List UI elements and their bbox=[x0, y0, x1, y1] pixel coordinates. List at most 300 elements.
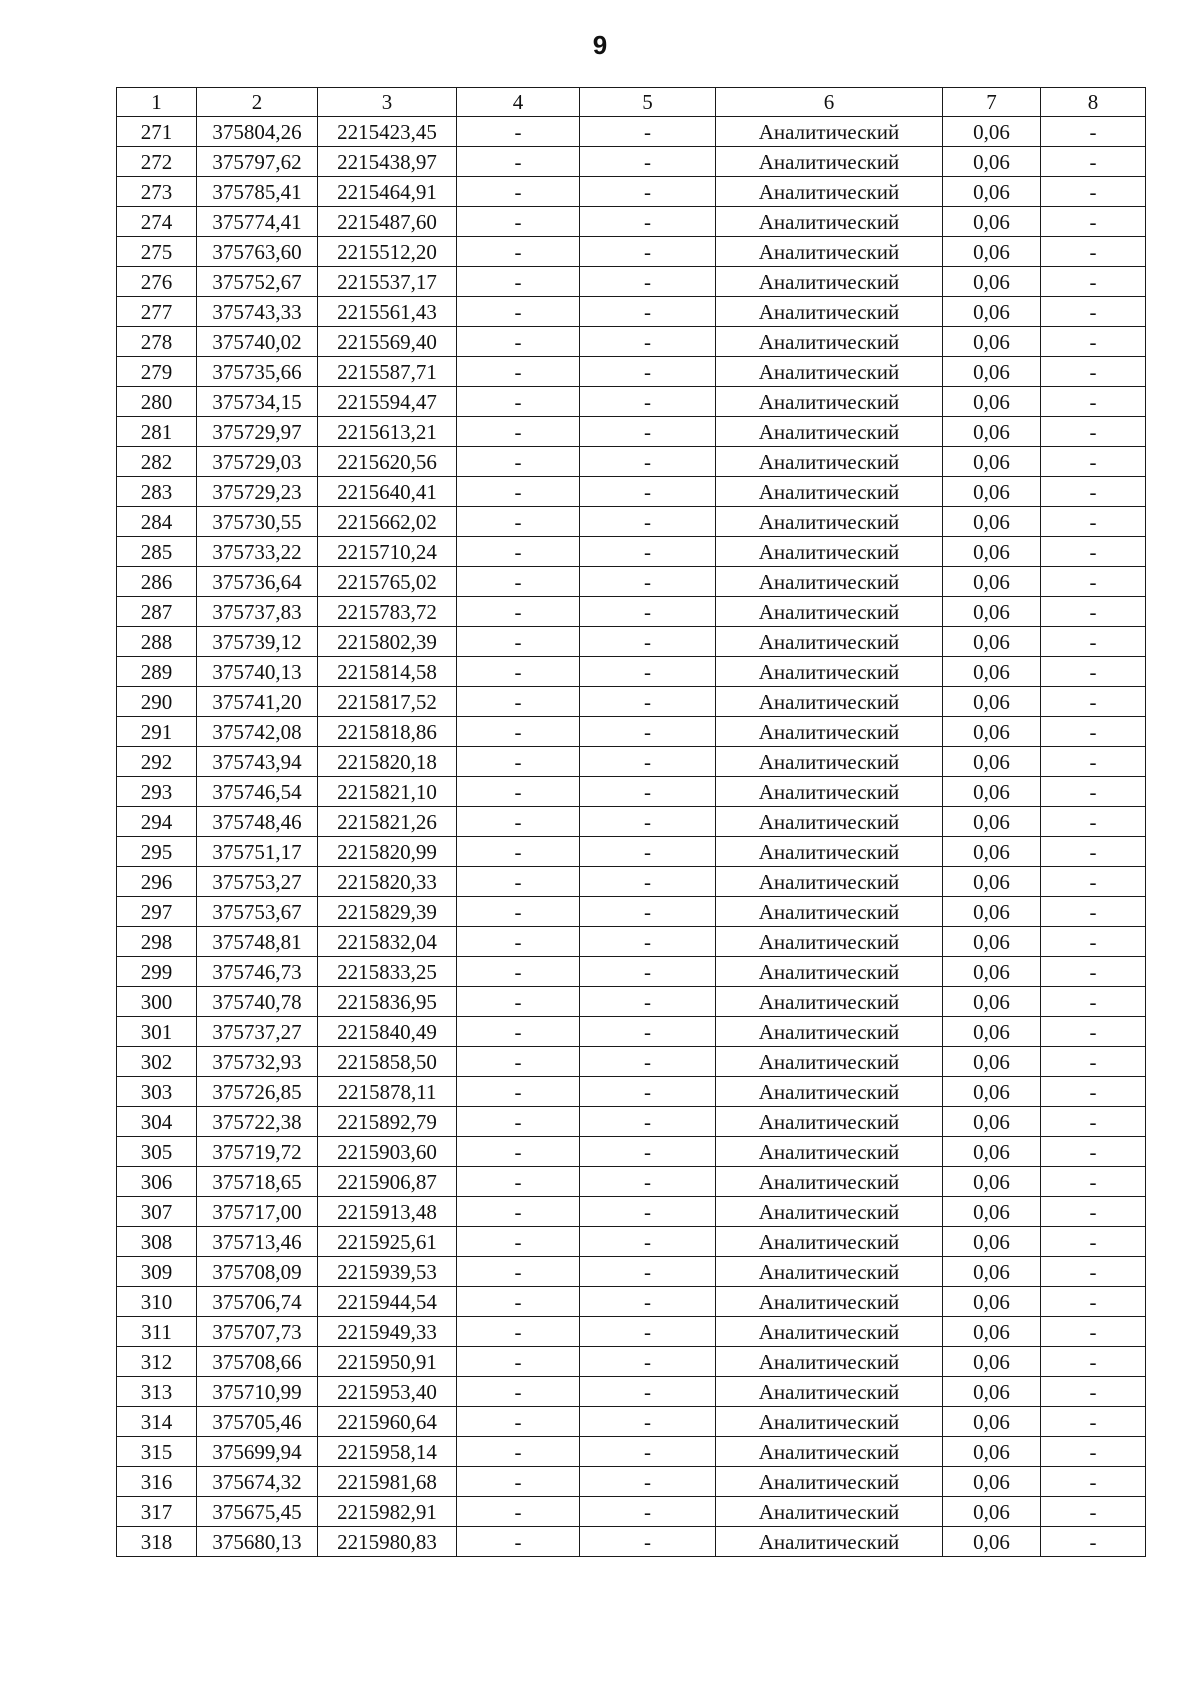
cell-coord-y: 2215620,56 bbox=[318, 447, 457, 477]
cell-method: Аналитический bbox=[716, 447, 943, 477]
cell-coord-y: 2215953,40 bbox=[318, 1377, 457, 1407]
table-row bbox=[117, 1137, 1146, 1167]
cell-col-5: - bbox=[580, 1497, 716, 1527]
cell-accuracy: 0,06 bbox=[943, 1527, 1041, 1557]
cell-point-number: 298 bbox=[117, 927, 197, 957]
cell-coord-y: 2215640,41 bbox=[318, 477, 457, 507]
cell-coord-x: 375705,46 bbox=[197, 1407, 318, 1437]
cell-col-8: - bbox=[1041, 1407, 1146, 1437]
cell-point-number: 275 bbox=[117, 237, 197, 267]
cell-coord-x: 375804,26 bbox=[197, 117, 318, 147]
cell-coord-x: 375763,60 bbox=[197, 237, 318, 267]
cell-col-8: - bbox=[1041, 387, 1146, 417]
cell-method: Аналитический bbox=[716, 987, 943, 1017]
cell-col-4: - bbox=[457, 867, 580, 897]
table-row bbox=[117, 477, 1146, 507]
cell-col-4: - bbox=[457, 597, 580, 627]
cell-point-number: 278 bbox=[117, 327, 197, 357]
cell-coord-x: 375674,32 bbox=[197, 1467, 318, 1497]
cell-point-number: 314 bbox=[117, 1407, 197, 1437]
cell-point-number: 293 bbox=[117, 777, 197, 807]
cell-coord-x: 375717,00 bbox=[197, 1197, 318, 1227]
cell-col-5: - bbox=[580, 387, 716, 417]
cell-coord-y: 2215820,33 bbox=[318, 867, 457, 897]
cell-coord-y: 2215662,02 bbox=[318, 507, 457, 537]
cell-accuracy: 0,06 bbox=[943, 1227, 1041, 1257]
cell-col-4: - bbox=[457, 327, 580, 357]
cell-method: Аналитический bbox=[716, 1047, 943, 1077]
cell-coord-y: 2215981,68 bbox=[318, 1467, 457, 1497]
cell-coord-x: 375730,55 bbox=[197, 507, 318, 537]
cell-method: Аналитический bbox=[716, 1167, 943, 1197]
cell-col-8: - bbox=[1041, 1317, 1146, 1347]
cell-method: Аналитический bbox=[716, 717, 943, 747]
cell-method: Аналитический bbox=[716, 687, 943, 717]
table-row bbox=[117, 687, 1146, 717]
cell-col-8: - bbox=[1041, 237, 1146, 267]
cell-col-5: - bbox=[580, 417, 716, 447]
cell-col-4: - bbox=[457, 987, 580, 1017]
cell-col-8: - bbox=[1041, 1077, 1146, 1107]
cell-method: Аналитический bbox=[716, 417, 943, 447]
cell-coord-y: 2215802,39 bbox=[318, 627, 457, 657]
cell-col-4: - bbox=[457, 1077, 580, 1107]
cell-col-8: - bbox=[1041, 1347, 1146, 1377]
cell-col-5: - bbox=[580, 267, 716, 297]
cell-accuracy: 0,06 bbox=[943, 1257, 1041, 1287]
table-row bbox=[117, 1287, 1146, 1317]
cell-col-4: - bbox=[457, 1137, 580, 1167]
cell-accuracy: 0,06 bbox=[943, 837, 1041, 867]
cell-coord-y: 2215710,24 bbox=[318, 537, 457, 567]
cell-coord-y: 2215821,10 bbox=[318, 777, 457, 807]
coordinates-table bbox=[116, 87, 1146, 1557]
cell-col-8: - bbox=[1041, 927, 1146, 957]
cell-coord-y: 2215949,33 bbox=[318, 1317, 457, 1347]
cell-col-8: - bbox=[1041, 447, 1146, 477]
cell-col-8: - bbox=[1041, 417, 1146, 447]
cell-point-number: 294 bbox=[117, 807, 197, 837]
cell-method: Аналитический bbox=[716, 957, 943, 987]
cell-col-4: - bbox=[457, 897, 580, 927]
cell-point-number: 304 bbox=[117, 1107, 197, 1137]
cell-coord-x: 375732,93 bbox=[197, 1047, 318, 1077]
cell-point-number: 288 bbox=[117, 627, 197, 657]
table-row bbox=[117, 867, 1146, 897]
cell-method: Аналитический bbox=[716, 837, 943, 867]
cell-col-4: - bbox=[457, 957, 580, 987]
table-row bbox=[117, 297, 1146, 327]
table-row bbox=[117, 807, 1146, 837]
cell-col-8: - bbox=[1041, 777, 1146, 807]
table-row bbox=[117, 837, 1146, 867]
table-row bbox=[117, 1467, 1146, 1497]
cell-method: Аналитический bbox=[716, 1257, 943, 1287]
cell-method: Аналитический bbox=[716, 117, 943, 147]
cell-coord-x: 375675,45 bbox=[197, 1497, 318, 1527]
cell-point-number: 289 bbox=[117, 657, 197, 687]
cell-coord-x: 375735,66 bbox=[197, 357, 318, 387]
cell-accuracy: 0,06 bbox=[943, 1497, 1041, 1527]
table-row bbox=[117, 777, 1146, 807]
table-row bbox=[117, 267, 1146, 297]
cell-coord-y: 2215944,54 bbox=[318, 1287, 457, 1317]
cell-col-8: - bbox=[1041, 327, 1146, 357]
table-row bbox=[117, 1227, 1146, 1257]
cell-coord-x: 375722,38 bbox=[197, 1107, 318, 1137]
cell-col-5: - bbox=[580, 1077, 716, 1107]
cell-point-number: 317 bbox=[117, 1497, 197, 1527]
cell-col-8: - bbox=[1041, 1047, 1146, 1077]
cell-point-number: 311 bbox=[117, 1317, 197, 1347]
cell-accuracy: 0,06 bbox=[943, 117, 1041, 147]
cell-col-5: - bbox=[580, 1437, 716, 1467]
cell-method: Аналитический bbox=[716, 297, 943, 327]
column-header-3: 3 bbox=[318, 88, 457, 117]
cell-coord-x: 375743,33 bbox=[197, 297, 318, 327]
cell-col-5: - bbox=[580, 447, 716, 477]
cell-coord-y: 2215817,52 bbox=[318, 687, 457, 717]
cell-coord-y: 2215818,86 bbox=[318, 717, 457, 747]
cell-col-8: - bbox=[1041, 207, 1146, 237]
cell-col-8: - bbox=[1041, 1467, 1146, 1497]
cell-col-8: - bbox=[1041, 357, 1146, 387]
cell-accuracy: 0,06 bbox=[943, 387, 1041, 417]
cell-method: Аналитический bbox=[716, 1497, 943, 1527]
cell-coord-x: 375680,13 bbox=[197, 1527, 318, 1557]
cell-col-8: - bbox=[1041, 1137, 1146, 1167]
cell-col-5: - bbox=[580, 1017, 716, 1047]
cell-point-number: 292 bbox=[117, 747, 197, 777]
cell-point-number: 309 bbox=[117, 1257, 197, 1287]
cell-point-number: 277 bbox=[117, 297, 197, 327]
cell-method: Аналитический bbox=[716, 507, 943, 537]
cell-col-5: - bbox=[580, 1137, 716, 1167]
table-row bbox=[117, 897, 1146, 927]
cell-col-4: - bbox=[457, 1197, 580, 1227]
cell-coord-x: 375785,41 bbox=[197, 177, 318, 207]
cell-method: Аналитический bbox=[716, 177, 943, 207]
cell-point-number: 301 bbox=[117, 1017, 197, 1047]
cell-col-5: - bbox=[580, 117, 716, 147]
cell-col-4: - bbox=[457, 357, 580, 387]
cell-method: Аналитический bbox=[716, 1527, 943, 1557]
table-row bbox=[117, 1107, 1146, 1137]
table-row bbox=[117, 1437, 1146, 1467]
cell-coord-x: 375748,46 bbox=[197, 807, 318, 837]
cell-point-number: 305 bbox=[117, 1137, 197, 1167]
cell-col-4: - bbox=[457, 267, 580, 297]
cell-accuracy: 0,06 bbox=[943, 327, 1041, 357]
cell-accuracy: 0,06 bbox=[943, 747, 1041, 777]
cell-col-5: - bbox=[580, 1527, 716, 1557]
cell-col-4: - bbox=[457, 717, 580, 747]
cell-coord-y: 2215906,87 bbox=[318, 1167, 457, 1197]
cell-col-5: - bbox=[580, 177, 716, 207]
cell-col-5: - bbox=[580, 1197, 716, 1227]
cell-col-4: - bbox=[457, 147, 580, 177]
cell-coord-x: 375710,99 bbox=[197, 1377, 318, 1407]
cell-coord-y: 2215950,91 bbox=[318, 1347, 457, 1377]
cell-col-8: - bbox=[1041, 117, 1146, 147]
cell-col-5: - bbox=[580, 207, 716, 237]
cell-accuracy: 0,06 bbox=[943, 687, 1041, 717]
cell-coord-y: 2215832,04 bbox=[318, 927, 457, 957]
cell-col-5: - bbox=[580, 237, 716, 267]
cell-coord-x: 375706,74 bbox=[197, 1287, 318, 1317]
cell-coord-x: 375740,02 bbox=[197, 327, 318, 357]
cell-col-4: - bbox=[457, 387, 580, 417]
table-header bbox=[117, 88, 1146, 117]
cell-accuracy: 0,06 bbox=[943, 477, 1041, 507]
table-row bbox=[117, 117, 1146, 147]
cell-col-4: - bbox=[457, 1287, 580, 1317]
cell-col-4: - bbox=[457, 1497, 580, 1527]
cell-coord-y: 2215765,02 bbox=[318, 567, 457, 597]
cell-col-8: - bbox=[1041, 657, 1146, 687]
cell-col-8: - bbox=[1041, 597, 1146, 627]
cell-coord-x: 375740,78 bbox=[197, 987, 318, 1017]
cell-coord-y: 2215958,14 bbox=[318, 1437, 457, 1467]
cell-col-5: - bbox=[580, 1377, 716, 1407]
cell-coord-y: 2215821,26 bbox=[318, 807, 457, 837]
cell-col-8: - bbox=[1041, 897, 1146, 927]
cell-point-number: 273 bbox=[117, 177, 197, 207]
cell-col-5: - bbox=[580, 927, 716, 957]
cell-col-8: - bbox=[1041, 837, 1146, 867]
cell-point-number: 310 bbox=[117, 1287, 197, 1317]
cell-point-number: 284 bbox=[117, 507, 197, 537]
cell-col-5: - bbox=[580, 717, 716, 747]
table-row bbox=[117, 1527, 1146, 1557]
cell-accuracy: 0,06 bbox=[943, 357, 1041, 387]
cell-coord-x: 375737,27 bbox=[197, 1017, 318, 1047]
table-row bbox=[117, 927, 1146, 957]
cell-col-8: - bbox=[1041, 1527, 1146, 1557]
column-header-1: 1 bbox=[117, 88, 197, 117]
cell-coord-x: 375740,13 bbox=[197, 657, 318, 687]
cell-method: Аналитический bbox=[716, 1287, 943, 1317]
cell-col-8: - bbox=[1041, 987, 1146, 1017]
cell-col-4: - bbox=[457, 1467, 580, 1497]
cell-col-5: - bbox=[580, 1407, 716, 1437]
cell-point-number: 306 bbox=[117, 1167, 197, 1197]
cell-method: Аналитический bbox=[716, 1197, 943, 1227]
cell-accuracy: 0,06 bbox=[943, 807, 1041, 837]
cell-accuracy: 0,06 bbox=[943, 1347, 1041, 1377]
cell-coord-x: 375742,08 bbox=[197, 717, 318, 747]
cell-method: Аналитический bbox=[716, 477, 943, 507]
table-row bbox=[117, 447, 1146, 477]
cell-coord-y: 2215820,99 bbox=[318, 837, 457, 867]
cell-col-8: - bbox=[1041, 267, 1146, 297]
cell-accuracy: 0,06 bbox=[943, 1107, 1041, 1137]
cell-col-4: - bbox=[457, 477, 580, 507]
cell-col-5: - bbox=[580, 957, 716, 987]
cell-coord-x: 375729,97 bbox=[197, 417, 318, 447]
cell-col-5: - bbox=[580, 987, 716, 1017]
cell-point-number: 318 bbox=[117, 1527, 197, 1557]
cell-col-5: - bbox=[580, 687, 716, 717]
cell-accuracy: 0,06 bbox=[943, 1407, 1041, 1437]
cell-coord-y: 2215423,45 bbox=[318, 117, 457, 147]
cell-method: Аналитический bbox=[716, 387, 943, 417]
table-row bbox=[117, 1017, 1146, 1047]
cell-point-number: 315 bbox=[117, 1437, 197, 1467]
cell-method: Аналитический bbox=[716, 207, 943, 237]
cell-accuracy: 0,06 bbox=[943, 867, 1041, 897]
column-header-5: 5 bbox=[580, 88, 716, 117]
column-header-8: 8 bbox=[1041, 88, 1146, 117]
cell-col-4: - bbox=[457, 927, 580, 957]
cell-coord-x: 375746,73 bbox=[197, 957, 318, 987]
cell-coord-x: 375736,64 bbox=[197, 567, 318, 597]
table-row bbox=[117, 207, 1146, 237]
cell-point-number: 302 bbox=[117, 1047, 197, 1077]
cell-coord-y: 2215980,83 bbox=[318, 1527, 457, 1557]
table-row bbox=[117, 1167, 1146, 1197]
cell-col-8: - bbox=[1041, 1257, 1146, 1287]
table-row bbox=[117, 1257, 1146, 1287]
table-row bbox=[117, 507, 1146, 537]
cell-col-8: - bbox=[1041, 1167, 1146, 1197]
column-header-6: 6 bbox=[716, 88, 943, 117]
cell-accuracy: 0,06 bbox=[943, 1077, 1041, 1107]
cell-method: Аналитический bbox=[716, 567, 943, 597]
cell-point-number: 313 bbox=[117, 1377, 197, 1407]
cell-point-number: 281 bbox=[117, 417, 197, 447]
cell-method: Аналитический bbox=[716, 1317, 943, 1347]
cell-col-8: - bbox=[1041, 1227, 1146, 1257]
cell-col-4: - bbox=[457, 1227, 580, 1257]
table-row bbox=[117, 357, 1146, 387]
cell-col-8: - bbox=[1041, 1377, 1146, 1407]
cell-method: Аналитический bbox=[716, 267, 943, 297]
cell-method: Аналитический bbox=[716, 1437, 943, 1467]
cell-col-8: - bbox=[1041, 177, 1146, 207]
cell-col-4: - bbox=[457, 1317, 580, 1347]
cell-col-5: - bbox=[580, 807, 716, 837]
cell-method: Аналитический bbox=[716, 1137, 943, 1167]
cell-method: Аналитический bbox=[716, 627, 943, 657]
cell-coord-x: 375726,85 bbox=[197, 1077, 318, 1107]
cell-accuracy: 0,06 bbox=[943, 177, 1041, 207]
cell-coord-x: 375739,12 bbox=[197, 627, 318, 657]
cell-col-5: - bbox=[580, 357, 716, 387]
cell-method: Аналитический bbox=[716, 867, 943, 897]
cell-method: Аналитический bbox=[716, 537, 943, 567]
cell-coord-y: 2215829,39 bbox=[318, 897, 457, 927]
cell-coord-y: 2215512,20 bbox=[318, 237, 457, 267]
cell-col-4: - bbox=[457, 117, 580, 147]
cell-accuracy: 0,06 bbox=[943, 1167, 1041, 1197]
cell-col-4: - bbox=[457, 747, 580, 777]
cell-col-8: - bbox=[1041, 627, 1146, 657]
cell-method: Аналитический bbox=[716, 1467, 943, 1497]
cell-method: Аналитический bbox=[716, 807, 943, 837]
cell-col-5: - bbox=[580, 567, 716, 597]
cell-accuracy: 0,06 bbox=[943, 1017, 1041, 1047]
cell-col-5: - bbox=[580, 867, 716, 897]
cell-col-8: - bbox=[1041, 1017, 1146, 1047]
cell-point-number: 308 bbox=[117, 1227, 197, 1257]
cell-coord-y: 2215587,71 bbox=[318, 357, 457, 387]
cell-method: Аналитический bbox=[716, 327, 943, 357]
cell-accuracy: 0,06 bbox=[943, 147, 1041, 177]
cell-col-8: - bbox=[1041, 717, 1146, 747]
column-header-7: 7 bbox=[943, 88, 1041, 117]
cell-accuracy: 0,06 bbox=[943, 1197, 1041, 1227]
cell-coord-y: 2215836,95 bbox=[318, 987, 457, 1017]
cell-point-number: 312 bbox=[117, 1347, 197, 1377]
table-row bbox=[117, 1077, 1146, 1107]
cell-col-5: - bbox=[580, 1107, 716, 1137]
cell-coord-y: 2215925,61 bbox=[318, 1227, 457, 1257]
cell-coord-x: 375733,22 bbox=[197, 537, 318, 567]
cell-coord-x: 375718,65 bbox=[197, 1167, 318, 1197]
cell-coord-x: 375751,17 bbox=[197, 837, 318, 867]
table-row bbox=[117, 1347, 1146, 1377]
cell-accuracy: 0,06 bbox=[943, 777, 1041, 807]
cell-col-4: - bbox=[457, 837, 580, 867]
cell-col-4: - bbox=[457, 1017, 580, 1047]
cell-point-number: 286 bbox=[117, 567, 197, 597]
cell-method: Аналитический bbox=[716, 927, 943, 957]
cell-accuracy: 0,06 bbox=[943, 897, 1041, 927]
cell-accuracy: 0,06 bbox=[943, 1467, 1041, 1497]
cell-point-number: 285 bbox=[117, 537, 197, 567]
cell-coord-y: 2215913,48 bbox=[318, 1197, 457, 1227]
cell-col-5: - bbox=[580, 627, 716, 657]
cell-col-5: - bbox=[580, 657, 716, 687]
cell-col-5: - bbox=[580, 477, 716, 507]
cell-col-5: - bbox=[580, 1347, 716, 1377]
cell-method: Аналитический bbox=[716, 597, 943, 627]
cell-coord-x: 375752,67 bbox=[197, 267, 318, 297]
cell-col-4: - bbox=[457, 687, 580, 717]
cell-accuracy: 0,06 bbox=[943, 627, 1041, 657]
cell-accuracy: 0,06 bbox=[943, 1287, 1041, 1317]
cell-col-4: - bbox=[457, 1257, 580, 1287]
cell-point-number: 271 bbox=[117, 117, 197, 147]
cell-method: Аналитический bbox=[716, 657, 943, 687]
cell-col-5: - bbox=[580, 507, 716, 537]
cell-point-number: 282 bbox=[117, 447, 197, 477]
cell-col-4: - bbox=[457, 177, 580, 207]
cell-col-4: - bbox=[457, 507, 580, 537]
table-row bbox=[117, 597, 1146, 627]
cell-accuracy: 0,06 bbox=[943, 267, 1041, 297]
cell-col-8: - bbox=[1041, 1197, 1146, 1227]
cell-col-8: - bbox=[1041, 507, 1146, 537]
cell-col-8: - bbox=[1041, 537, 1146, 567]
cell-point-number: 272 bbox=[117, 147, 197, 177]
cell-method: Аналитический bbox=[716, 747, 943, 777]
cell-col-5: - bbox=[580, 1167, 716, 1197]
table-row bbox=[117, 1497, 1146, 1527]
cell-col-8: - bbox=[1041, 957, 1146, 987]
cell-coord-y: 2215982,91 bbox=[318, 1497, 457, 1527]
cell-accuracy: 0,06 bbox=[943, 987, 1041, 1017]
cell-col-4: - bbox=[457, 567, 580, 597]
table-row bbox=[117, 627, 1146, 657]
cell-col-4: - bbox=[457, 237, 580, 267]
cell-coord-y: 2215487,60 bbox=[318, 207, 457, 237]
cell-coord-x: 375699,94 bbox=[197, 1437, 318, 1467]
table-row bbox=[117, 1377, 1146, 1407]
table-row bbox=[117, 147, 1146, 177]
cell-col-5: - bbox=[580, 1287, 716, 1317]
